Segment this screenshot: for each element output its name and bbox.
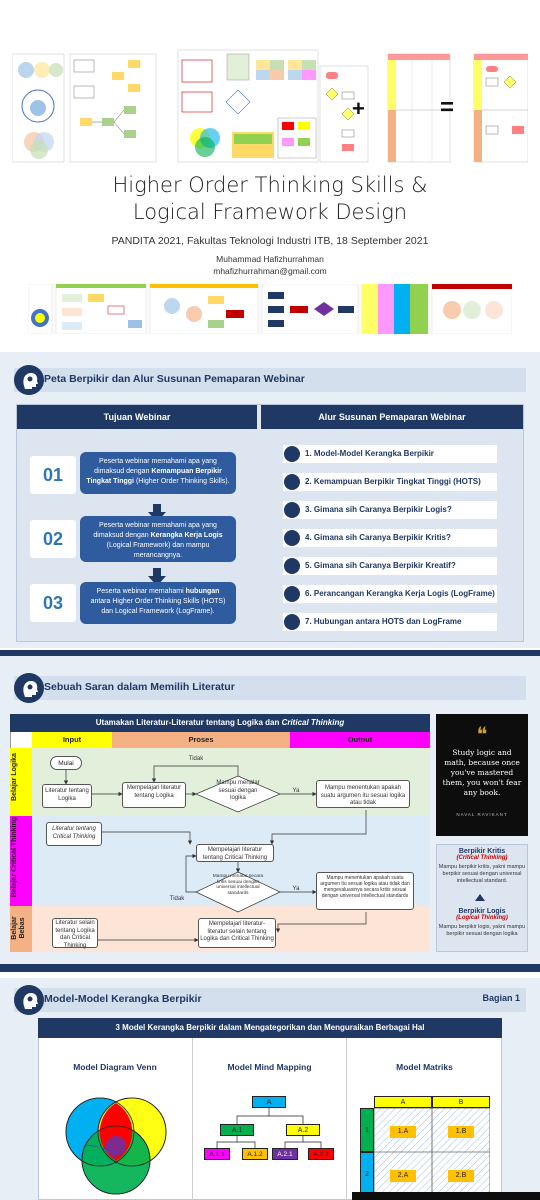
agenda-item-2: 2. Kemampuan Berpikir Tingkat Tinggi (HOTS) — [283, 473, 497, 491]
goal-number-1: 01 — [30, 456, 76, 494]
models-banner: 3 Model Kerangka Berpikir dalam Mengategorikan dan Menguraikan Berbagai Hal — [38, 1018, 502, 1038]
table-title: Utamakan Literatur-Literatur tentang Logika dan Critical Thinking — [10, 714, 430, 732]
divider-band — [0, 964, 540, 972]
venn-title: Model Diagram Venn — [73, 1062, 157, 1072]
col-output: Output — [290, 732, 430, 748]
quote-author: NAVAL RAVIKANT — [456, 812, 508, 817]
mind-node-a1: A.1 — [220, 1124, 254, 1136]
models-slide — [0, 978, 540, 1200]
flow-output-ct: Mampu menentukan apakah suatu argumen itu sesuai logika atau tidak dan mengevaluasinya secara kritis sesuai dengan universal intellectual standards — [316, 872, 414, 910]
mind-node-a21: A.2.1 — [272, 1148, 298, 1160]
flow-study-ct: Mempelajari literatur tentang Critical Thinking — [196, 844, 274, 862]
agenda-item-6: 6. Perancangan Kerangka Kerja Logis (LogFrame) — [283, 585, 497, 603]
checklist-icon — [284, 530, 300, 546]
author-name: Muhammad Hafizhurrahman — [216, 254, 324, 264]
part-label: Bagian 1 — [482, 993, 520, 1003]
head-gears-icon — [14, 985, 44, 1015]
section-title: Model-Model Kerangka Berpikir — [44, 993, 202, 1005]
venn-diagram — [58, 1090, 174, 1200]
flow-study-lain: Mempelajari literatur-literatur selain tentang Logika dan Critical Thinking — [198, 918, 276, 948]
agenda-item-7: 7. Hubungan antara HOTS dan LogFrame — [283, 613, 497, 631]
slides-preview-strip — [28, 284, 512, 334]
flow-tidak-2: Tidak — [169, 896, 185, 902]
flow-lit-ct: Literatur tentang Critical Thinking — [46, 822, 102, 846]
flow-start: Mulai — [50, 756, 82, 770]
matrix-cell-1a: 1.A — [390, 1126, 416, 1138]
matrix-title: Model Matriks — [396, 1062, 453, 1072]
agenda-slide — [0, 352, 540, 648]
brain-icon — [284, 474, 300, 490]
logic-icon — [284, 502, 300, 518]
goal-number-2: 02 — [30, 520, 76, 558]
author-block — [0, 253, 540, 277]
goal-1: Peserta webinar memahami apa yang dimaksud dengan Kemampuan Berpikir Tingkat Tinggi (Higher Order Thinking Skills). — [80, 452, 236, 494]
col-input: Input — [32, 732, 112, 748]
mind-node-a22: A.2.2 — [308, 1148, 334, 1160]
section-header — [14, 676, 526, 700]
flow-decision-logika: Mampu menalar sesuai dengan logika — [216, 780, 260, 801]
matrix-cell-2b: 2.B — [448, 1170, 474, 1182]
link-icon — [284, 614, 300, 630]
row-label-bebas: Belajar Bebas — [11, 916, 26, 940]
head-gears-icon — [14, 673, 44, 703]
overlay-bar — [352, 1192, 540, 1200]
flow-output-logika: Mampu menentukan apakah suatu argumen itu sesuai logika atau tidak — [316, 780, 410, 808]
quote-mark-icon: ❝ — [476, 724, 488, 746]
presentation-title — [0, 172, 540, 226]
section-header — [14, 368, 526, 392]
mind-node-a2: A.2 — [286, 1124, 320, 1136]
mindmap-title: Model Mind Mapping — [227, 1062, 312, 1072]
matrix-grid — [374, 1108, 490, 1196]
title-line-2: Logical Framework Design — [132, 200, 408, 224]
equals-sign: = — [440, 94, 455, 121]
matrix-cell-2a: 2.A — [390, 1170, 416, 1182]
flow-lit-lain: Literatur selain tentang Logika dan Critical Thinking — [52, 918, 98, 948]
matrix-row-2: 2 — [360, 1152, 374, 1196]
mind-node-a11: A.1.1 — [204, 1148, 230, 1160]
title-line-1: Higher Order Thinking Skills & — [112, 173, 428, 197]
agenda-item-1: 1. Model-Model Kerangka Berpikir — [283, 445, 497, 463]
head-gears-icon — [14, 365, 44, 395]
agenda-item-5: 5. Gimana sih Caranya Berpikir Kreatif? — [283, 557, 497, 575]
matrix-cell-1b: 1.B — [448, 1126, 474, 1138]
section-title: Sebuah Saran dalam Memilih Literatur — [44, 681, 235, 693]
flow-study-logika: Mempelajari literatur tentang Logika — [122, 782, 186, 808]
agenda-item-3: 3. Gimana sih Caranya Berpikir Logis? — [283, 501, 497, 519]
author-email: mhafizhurrahman@gmail.com — [213, 266, 327, 276]
plus-sign: + — [352, 96, 365, 121]
title-slide — [0, 0, 540, 340]
kritis-card: Berpikir Kritis (Critical Thinking) Mampu berpikir kritis, yakni mampu berpikir sesuai dengan universal intellectual standard. — [438, 848, 526, 884]
network-icon — [284, 446, 300, 462]
section-title: Peta Berpikir dan Alur Susunan Pemaparan Webinar — [44, 373, 305, 385]
up-arrow-icon — [475, 894, 485, 901]
matrix-row-1: 1 — [360, 1108, 374, 1152]
matrix-col-a: A — [374, 1096, 432, 1108]
row-label-logika: Belajar Logika — [11, 753, 18, 801]
flow-ya-1: Ya — [292, 788, 300, 794]
quote-text: Study logic and math, because once you've mastered them, you won't fear any book. — [442, 748, 522, 797]
flow-header: Alur Susunan Pemaparan Webinar — [261, 405, 523, 429]
mind-node-a12: A.1.2 — [242, 1148, 268, 1160]
event-subtitle: PANDITA 2021, Fakultas Teknologi Industri ITB, 18 September 2021 — [111, 235, 429, 247]
literature-slide — [0, 656, 540, 970]
flow-decision-ct: Mampu menalar secara kritis sesuai dengan universal intellectual standards — [212, 874, 264, 896]
row-label-ct: Belajar Critical Thinking — [11, 816, 18, 898]
goal-number-3: 03 — [30, 584, 76, 622]
matrix-col-b: B — [432, 1096, 490, 1108]
col-proses: Proses — [112, 732, 290, 748]
mind-root: A — [252, 1096, 286, 1108]
section-header — [14, 988, 526, 1012]
lightbulb-icon — [284, 558, 300, 574]
flow-ya-2: Ya — [292, 886, 300, 892]
goal-3: Peserta webinar memahami hubungan antara Higher Order Thinking Skills (HOTS) dan Logical Framework (LogFrame). — [80, 582, 236, 624]
goal-2: Peserta webinar memahami apa yang dimaksud dengan Kerangka Kerja Logis (Logical Framework) dan mampu merancangnya. — [80, 516, 236, 562]
flow-lit-logika: Literatur tentang Logika — [42, 784, 92, 808]
agenda-item-4: 4. Gimana sih Caranya Berpikir Kritis? — [283, 529, 497, 547]
flow-tidak-1: Tidak — [188, 756, 204, 762]
logis-card: Berpikir Logis (Logical Thinking) Mampu berpikir logis, yakni mampu berpikir sesuai dengan logika — [438, 908, 526, 937]
grid-icon — [284, 586, 300, 602]
goals-header: Tujuan Webinar — [17, 405, 257, 429]
